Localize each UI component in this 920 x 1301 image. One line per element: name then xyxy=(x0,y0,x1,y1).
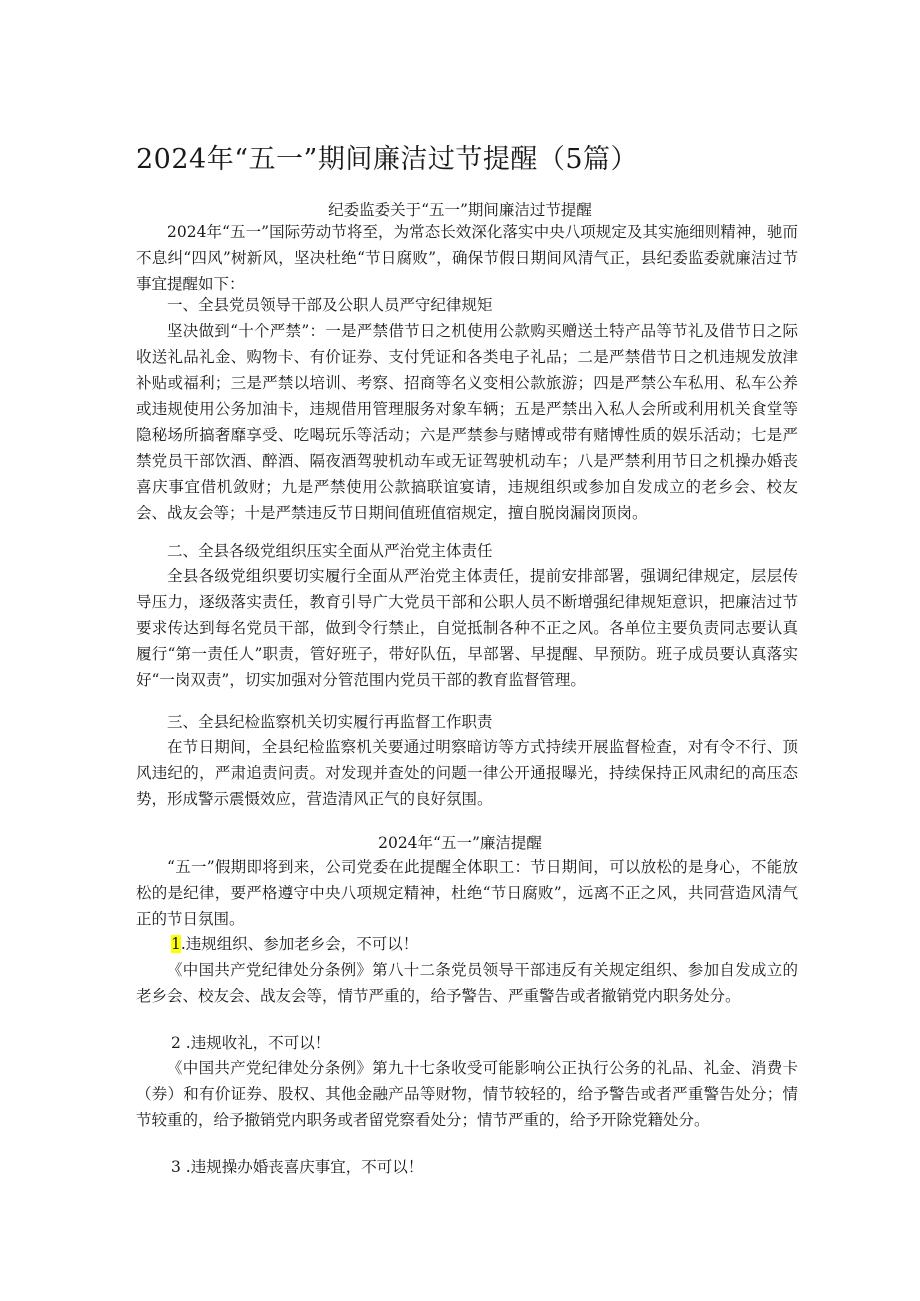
point2-body: 《中国共产党纪律处分条例》第九十七条收受可能影响公正执行公务的礼品、礼金、消费卡（券）和有价证券、股权、其他金融产品等财物，情节较轻的，给予警告或者严重警告处分；情节较重的，给予撤销党内职务或者留党察看处分；情节严重的，给予开除党籍处分。 xyxy=(136,1059,798,1129)
point1-text: .违规组织、参加老乡会，不可以！ xyxy=(180,935,419,953)
section2-heading: 2024年“五一”廉洁提醒 xyxy=(378,834,542,852)
point2-heading: 2 .违规收礼，不可以！ xyxy=(171,1034,331,1052)
item2-heading: 二、全县各级党组织压实全面从严治党主体责任 xyxy=(167,542,493,560)
section1-intro: 2024年“五一”国际劳动节将至，为常态长效深化落实中央八项规定及其实施细则精神，驰而不息纠“四风”树新风，坚决杜绝“节日腐败”，确保节假日期间风清气正，县纪委监委就廉洁过节事宜提醒如下： xyxy=(136,223,798,293)
section1-heading: 纪委监委关于“五一”期间廉洁过节提醒 xyxy=(328,201,592,219)
document-title: 2024年“五一”期间廉洁过节提醒（5篇） xyxy=(136,144,638,175)
item3-body: 在节日期间，全县纪检监察机关要通过明察暗访等方式持续开展监督检查，对有令不行、顶风违纪的，严肃追责问责。对发现并查处的问题一律公开通报曝光，持续保持正风肃纪的高压态势，形成警示震慑效应，营造清风正气的良好氛围。 xyxy=(136,738,798,808)
item1-body: 坚决做到“十个严禁”：一是严禁借节日之机使用公款购买赠送土特产品等节礼及借节日之际收送礼品礼金、购物卡、有价证券、支付凭证和各类电子礼品；二是严禁借节日之机违规发放津补贴或福利；三是严禁以培训、考察、招商等名义变相公款旅游；四是严禁公车私用、私车公养或违规使用公务加油卡，违规借用管理服务对象车辆；五是严禁出入私人会所或利用机关食堂等隐秘场所搞奢靡享受、吃喝玩乐等活动；六是严禁参与赌博或带有赌博性质的娱乐活动；七是严禁党员干部饮酒、醉酒、隔夜酒驾驶机动车或无证驾驶机动车；八是严禁利用节日之机操办婚丧喜庆事宜借机敛财；九是严禁使用公款搞联谊宴请，违规组织或参加自发成立的老乡会、校友会、战友会等；十是严禁违反节日期间值班值宿规定，擅自脱岗漏岗顶岗。 xyxy=(136,322,798,522)
point1-body: 《中国共产党纪律处分条例》第八十二条党员领导干部违反有关规定组织、参加自发成立的老乡会、校友会、战友会等，情节严重的，给予警告、严重警告或者撤销党内职务处分。 xyxy=(136,961,798,1005)
section2-intro: “五一”假期即将到来，公司党委在此提醒全体职工：节日期间，可以放松的是身心，不能放松的是纪律，要严格遵守中央八项规定精神，杜绝“节日腐败”，远离不正之风，共同营造风清气正的节日氛围。 xyxy=(136,858,798,928)
item1-heading: 一、全县党员领导干部及公职人员严守纪律规矩 xyxy=(167,296,493,314)
item3-heading: 三、全县纪检监察机关切实履行再监督工作职责 xyxy=(167,713,493,731)
point3-heading: 3 .违规操办婚丧喜庆事宜，不可以！ xyxy=(171,1158,424,1176)
point1-number: 1 xyxy=(171,935,181,953)
item2-body: 全县各级党组织要切实履行全面从严治党主体责任，提前安排部署，强调纪律规定，层层传导压力，逐级落实责任，教育引导广大党员干部和公职人员不断增强纪律规矩意识，把廉洁过节要求传达到每名党员干部，做到令行禁止，自觉抵制各种不正之风。各单位主要负责同志要认真履行“第一责任人”职责，管好班子，带好队伍，早部署、早提醒、早预防。班子成员要认真落实好“一岗双责”，切实加强对分管范围内党员干部的教育监督管理。 xyxy=(136,567,798,689)
point1-heading xyxy=(136,931,798,957)
